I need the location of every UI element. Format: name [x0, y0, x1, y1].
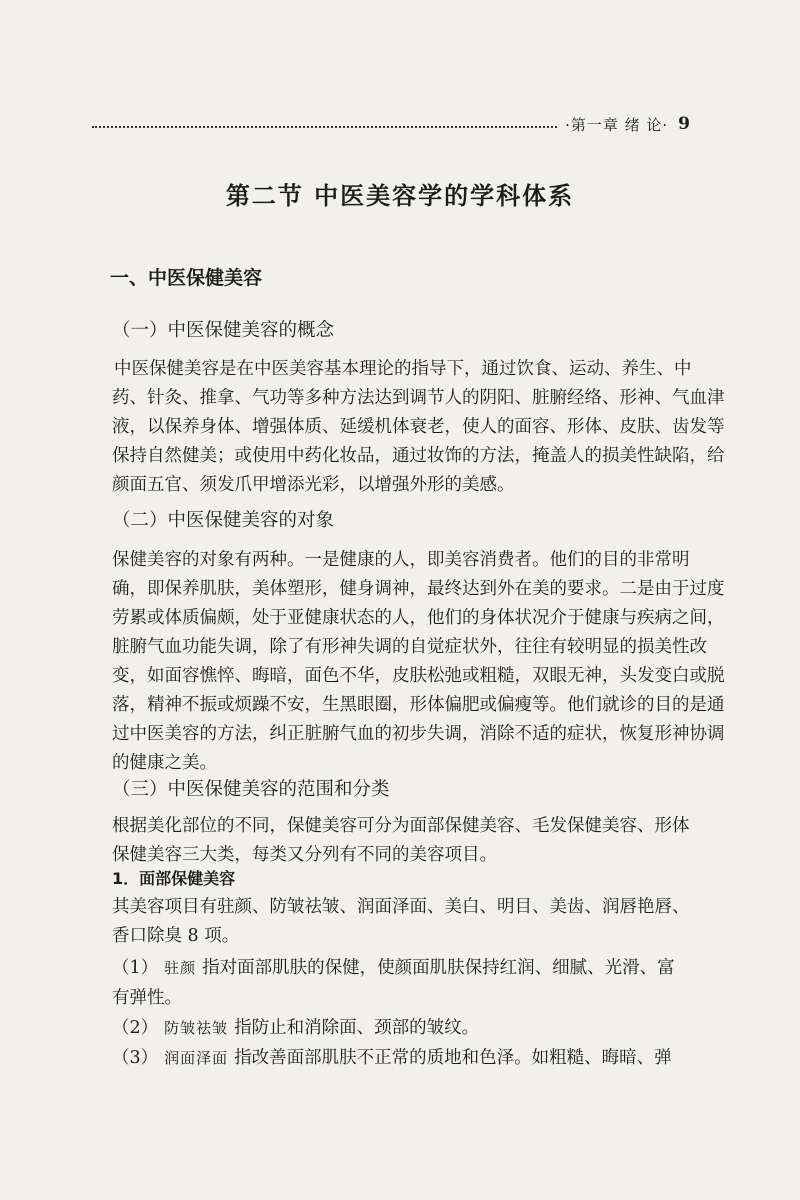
subheading-concept: （一）中医保健美容的概念: [112, 320, 335, 341]
item-term: 驻颜: [164, 959, 197, 977]
item-text: 指对面部肌肤的保健，使颜面肌肤保持红润、细腻、光滑、富: [202, 958, 675, 978]
text-line: 变，如面容憔悴、晦暗，面色不华，皮肤松弛或粗糙，双眼无神，头发变白或脱: [112, 666, 725, 686]
subheading-scope: （三）中医保健美容的范围和分类: [112, 779, 390, 800]
text-line: 保持自然健美；或使用中药化妆品，通过妆饰的方法，掩盖人的损美性缺陷，给: [112, 446, 725, 466]
subheading-target: （二）中医保健美容的对象: [112, 510, 335, 531]
item-number: （1）: [112, 958, 159, 978]
text-line: 保健美容的对象有两种。一是健康的人，即美容消费者。他们的目的非常明: [112, 550, 690, 570]
item-term: 润面泽面: [164, 1049, 229, 1067]
item-continuation: 有弹性。: [112, 988, 182, 1008]
paragraph-concept: [112, 355, 725, 500]
item-text: 指防止和消除面、颈部的皱纹。: [234, 1018, 480, 1038]
text-line: 根据美化部位的不同，保健美容可分为面部保健美容、毛发保健美容、形体: [112, 816, 690, 836]
text-line: 液，以保养身体、增强体质、延缓机体衰老，使人的面容、形体、皮肤、齿发等: [112, 417, 725, 437]
text-line: 颜面五官、须发爪甲增添光彩，以增强外形的美感。: [112, 475, 515, 495]
item-number: （3）: [112, 1048, 159, 1068]
text-line: 过中医美容的方法，纠正脏腑气血的初步失调，消除不适的症状，恢复形神协调: [112, 724, 725, 744]
text-line: 落，精神不振或烦躁不安，生黑眼圈，形体偏肥或偏瘦等。他们就诊的目的是通: [112, 695, 725, 715]
header-dotted-leader: [92, 126, 557, 128]
heading-health-beauty: 一、中医保健美容: [110, 267, 263, 289]
chapter-label: ·第一章 绪 论·: [565, 115, 669, 134]
list-item: [112, 1043, 692, 1073]
heading-face-beauty: 1．面部保健美容: [112, 869, 236, 888]
paragraph-target: [112, 546, 725, 778]
running-header: [92, 112, 690, 136]
text-line: 保健美容三大类，每类又分列有不同的美容项目。: [112, 845, 497, 865]
paragraph-scope: [112, 812, 692, 870]
page-number: 9: [678, 114, 690, 134]
item-number: （2）: [112, 1018, 159, 1038]
section-title: 第二节 中医美容学的学科体系: [225, 181, 575, 210]
text-line: 劳累或体质偏颇，处于亚健康状态的人，他们的身体状况介于健康与疾病之间，: [112, 608, 725, 628]
text-line: 香口除臭 8 项。: [112, 926, 240, 946]
text-line: 中医保健美容是在中医美容基本理论的指导下，通过饮食、运动、养生、中: [114, 359, 692, 379]
text-line: 的健康之美。: [112, 753, 217, 773]
text-line: 确，即保养肌肤，美体塑形，健身调神，最终达到外在美的要求。二是由于过度: [112, 579, 725, 599]
list-item: [112, 1013, 692, 1043]
item-term: 防皱祛皱: [164, 1019, 229, 1037]
text-line: 药、针灸、推拿、气功等多种方法达到调节人的阴阳、脏腑经络、形神、气血津: [112, 388, 725, 408]
paragraph-face-intro: [112, 893, 692, 951]
item-text: 指改善面部肌肤不正常的质地和色泽。如粗糙、晦暗、弹: [234, 1048, 672, 1068]
text-line: 其美容项目有驻颜、防皱祛皱、润面泽面、美白、明目、美齿、润唇艳唇、: [112, 897, 690, 917]
text-line: 脏腑气血功能失调，除了有形神失调的自觉症状外，往往有较明显的损美性改: [112, 637, 707, 657]
list-item: [112, 953, 692, 1013]
